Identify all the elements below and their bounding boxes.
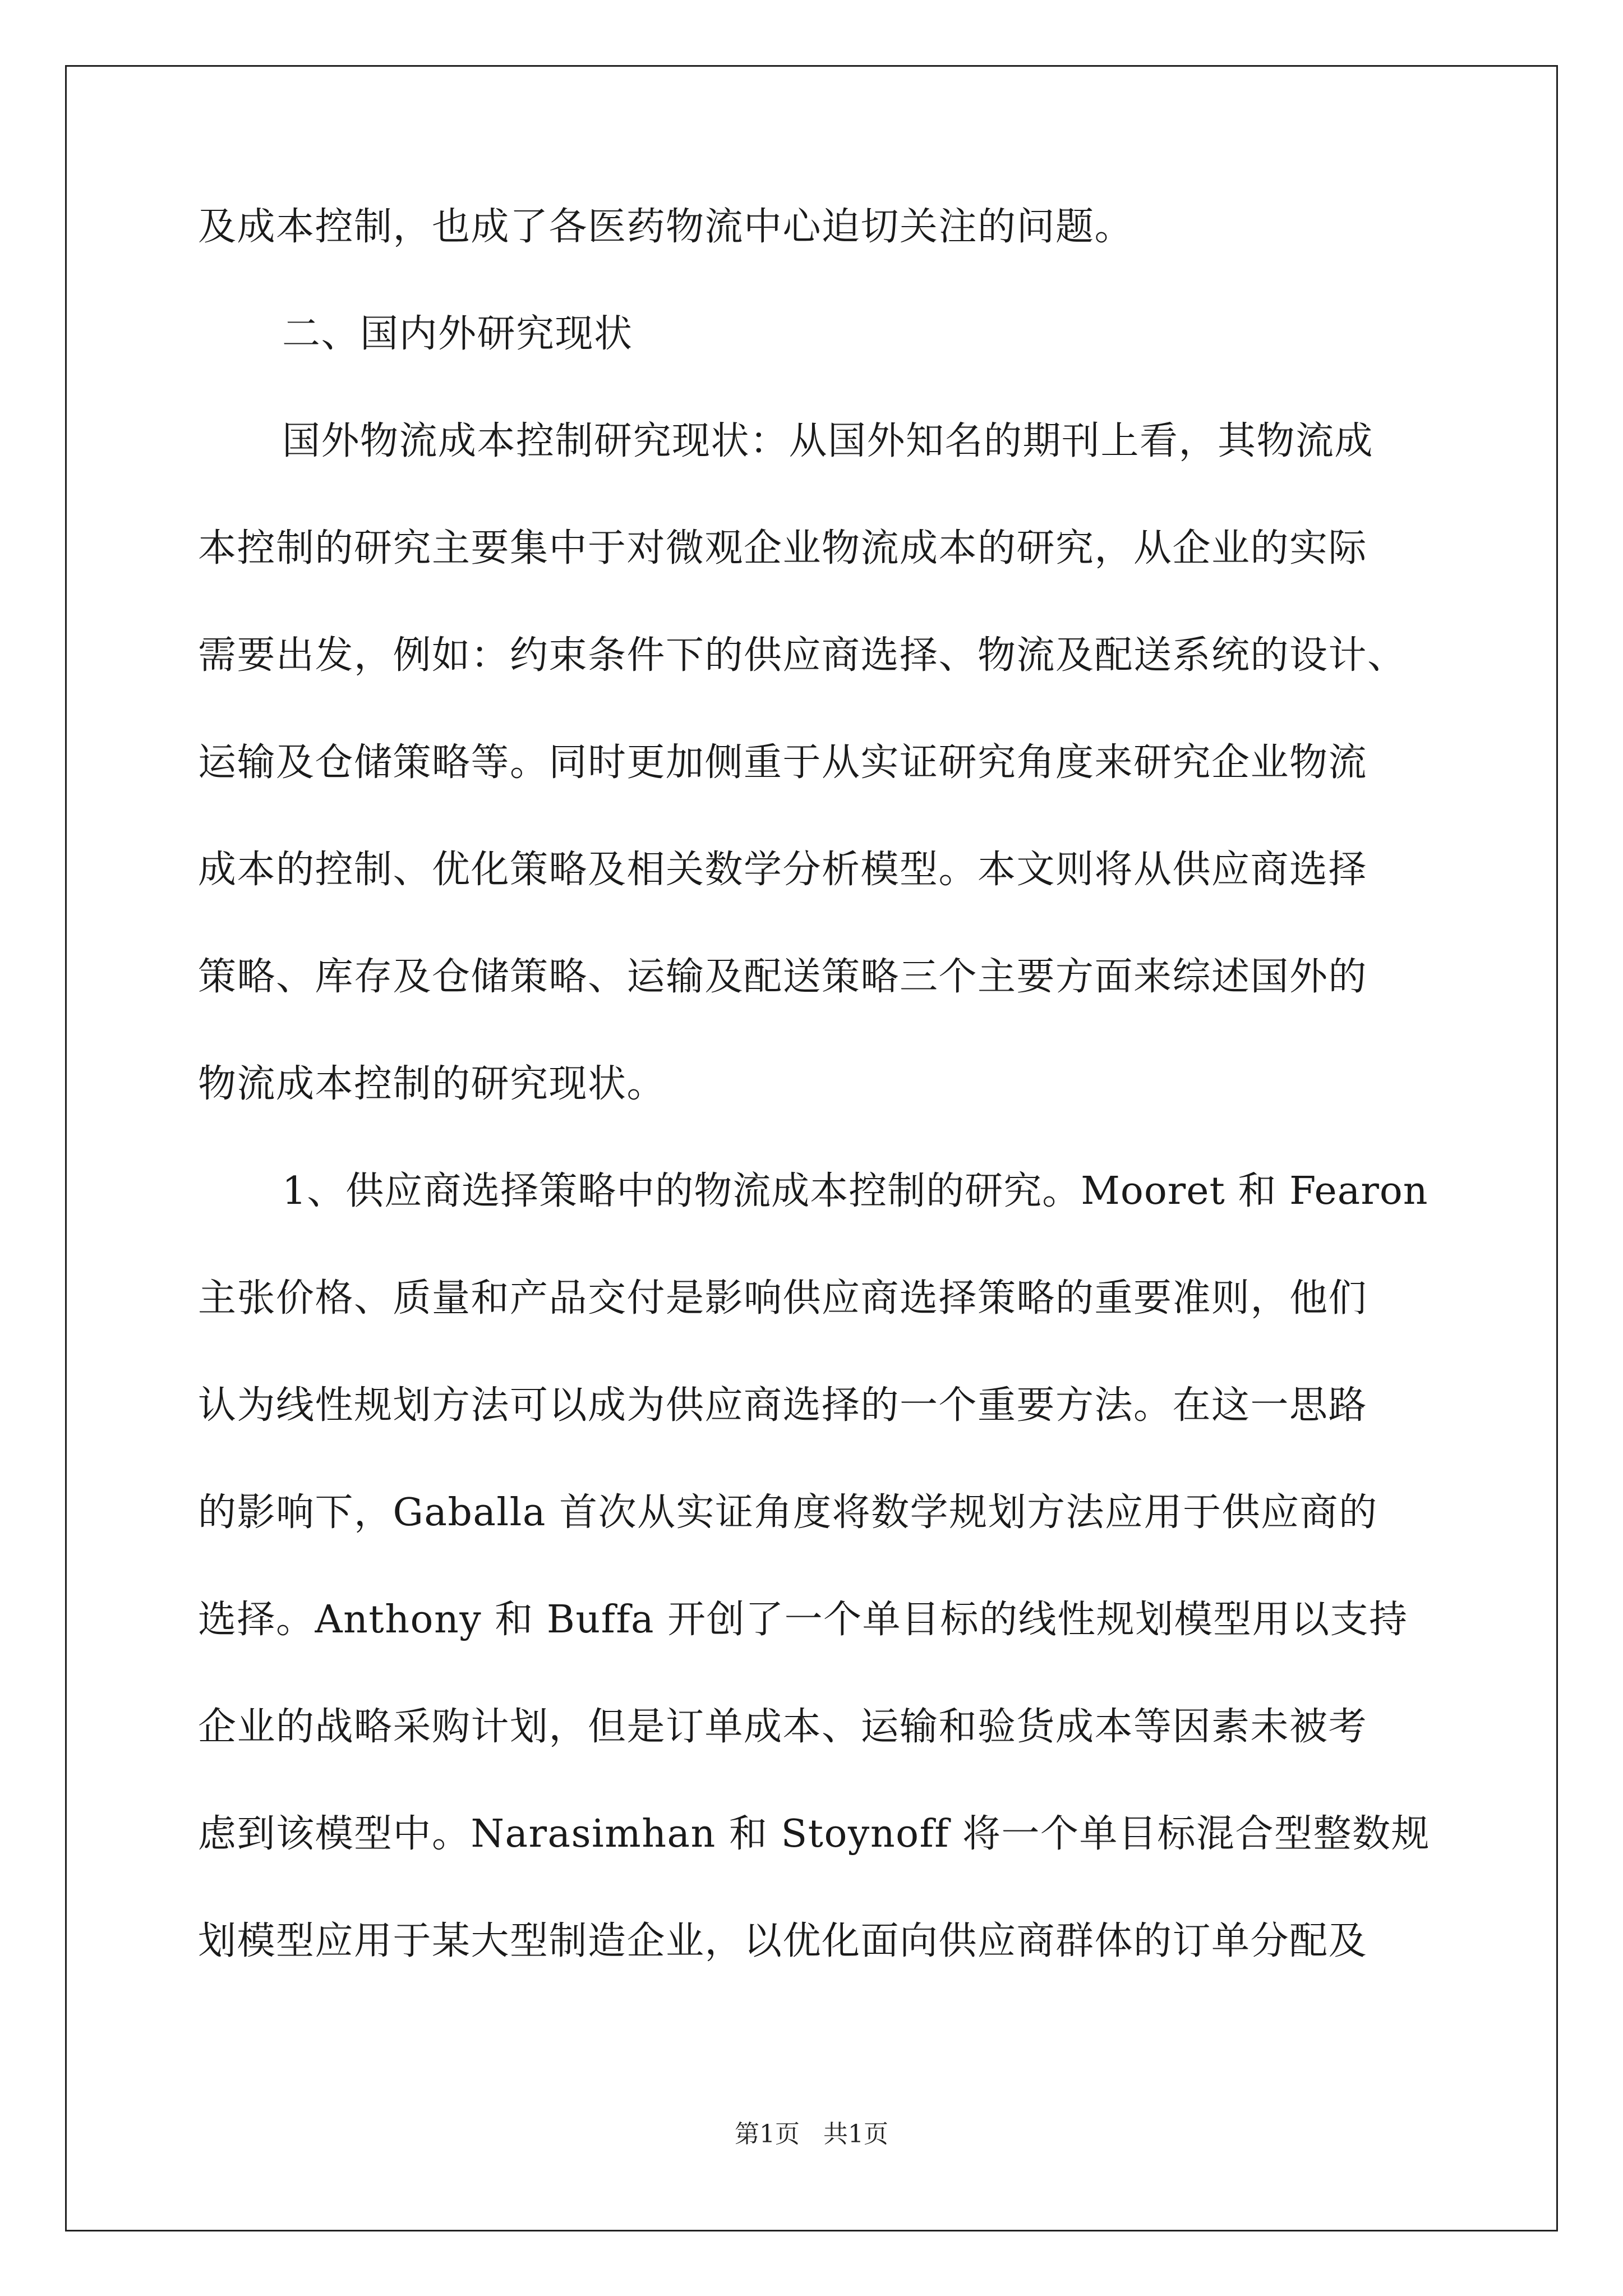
section-heading: 二、国内外研究现状 — [282, 312, 633, 356]
text-line: 选择。Anthony 和 Buffa 开创了一个单目标的线性规划模型用以支持 — [198, 1598, 1408, 1642]
text-line: 运输及仓储策略等。同时更加侧重于从实证研究角度来研究企业物流 — [198, 740, 1368, 785]
text-line: 需要出发，例如：约束条件下的供应商选择、物流及配送系统的设计、 — [198, 633, 1407, 678]
text-line: 物流成本控制的研究现状。 — [198, 1062, 666, 1106]
text-line: 划模型应用于某大型制造企业，以优化面向供应商群体的订单分配及 — [198, 1919, 1368, 1963]
text-line: 虑到该模型中。Narasimhan 和 Stoynoff 将一个单目标混合型整数规 — [198, 1812, 1431, 1856]
text-line: 企业的战略采购计划，但是订单成本、运输和验货成本等因素未被考 — [198, 1705, 1368, 1749]
text-line: 策略、库存及仓储策略、运输及配送策略三个主要方面来综述国外的 — [198, 955, 1368, 999]
text-line: 1、供应商选择策略中的物流成本控制的研究。Mooret 和 Fearon — [282, 1169, 1428, 1213]
page-number-footer: 第1页 共1页 — [735, 2120, 888, 2148]
text-line: 的影响下，Gaballa 首次从实证角度将数学规划方法应用于供应商的 — [198, 1490, 1378, 1535]
text-line: 成本的控制、优化策略及相关数学分析模型。本文则将从供应商选择 — [198, 848, 1368, 892]
text-line: 国外物流成本控制研究现状：从国外知名的期刊上看，其物流成 — [282, 419, 1374, 463]
text-line: 认为线性规划方法可以成为供应商选择的一个重要方法。在这一思路 — [198, 1383, 1368, 1428]
text-line: 主张价格、质量和产品交付是影响供应商选择策略的重要准则，他们 — [198, 1276, 1368, 1320]
text-line: 及成本控制，也成了各医药物流中心迫切关注的问题。 — [198, 205, 1134, 249]
text-line: 本控制的研究主要集中于对微观企业物流成本的研究，从企业的实际 — [198, 526, 1368, 570]
page-border — [65, 65, 1558, 2231]
